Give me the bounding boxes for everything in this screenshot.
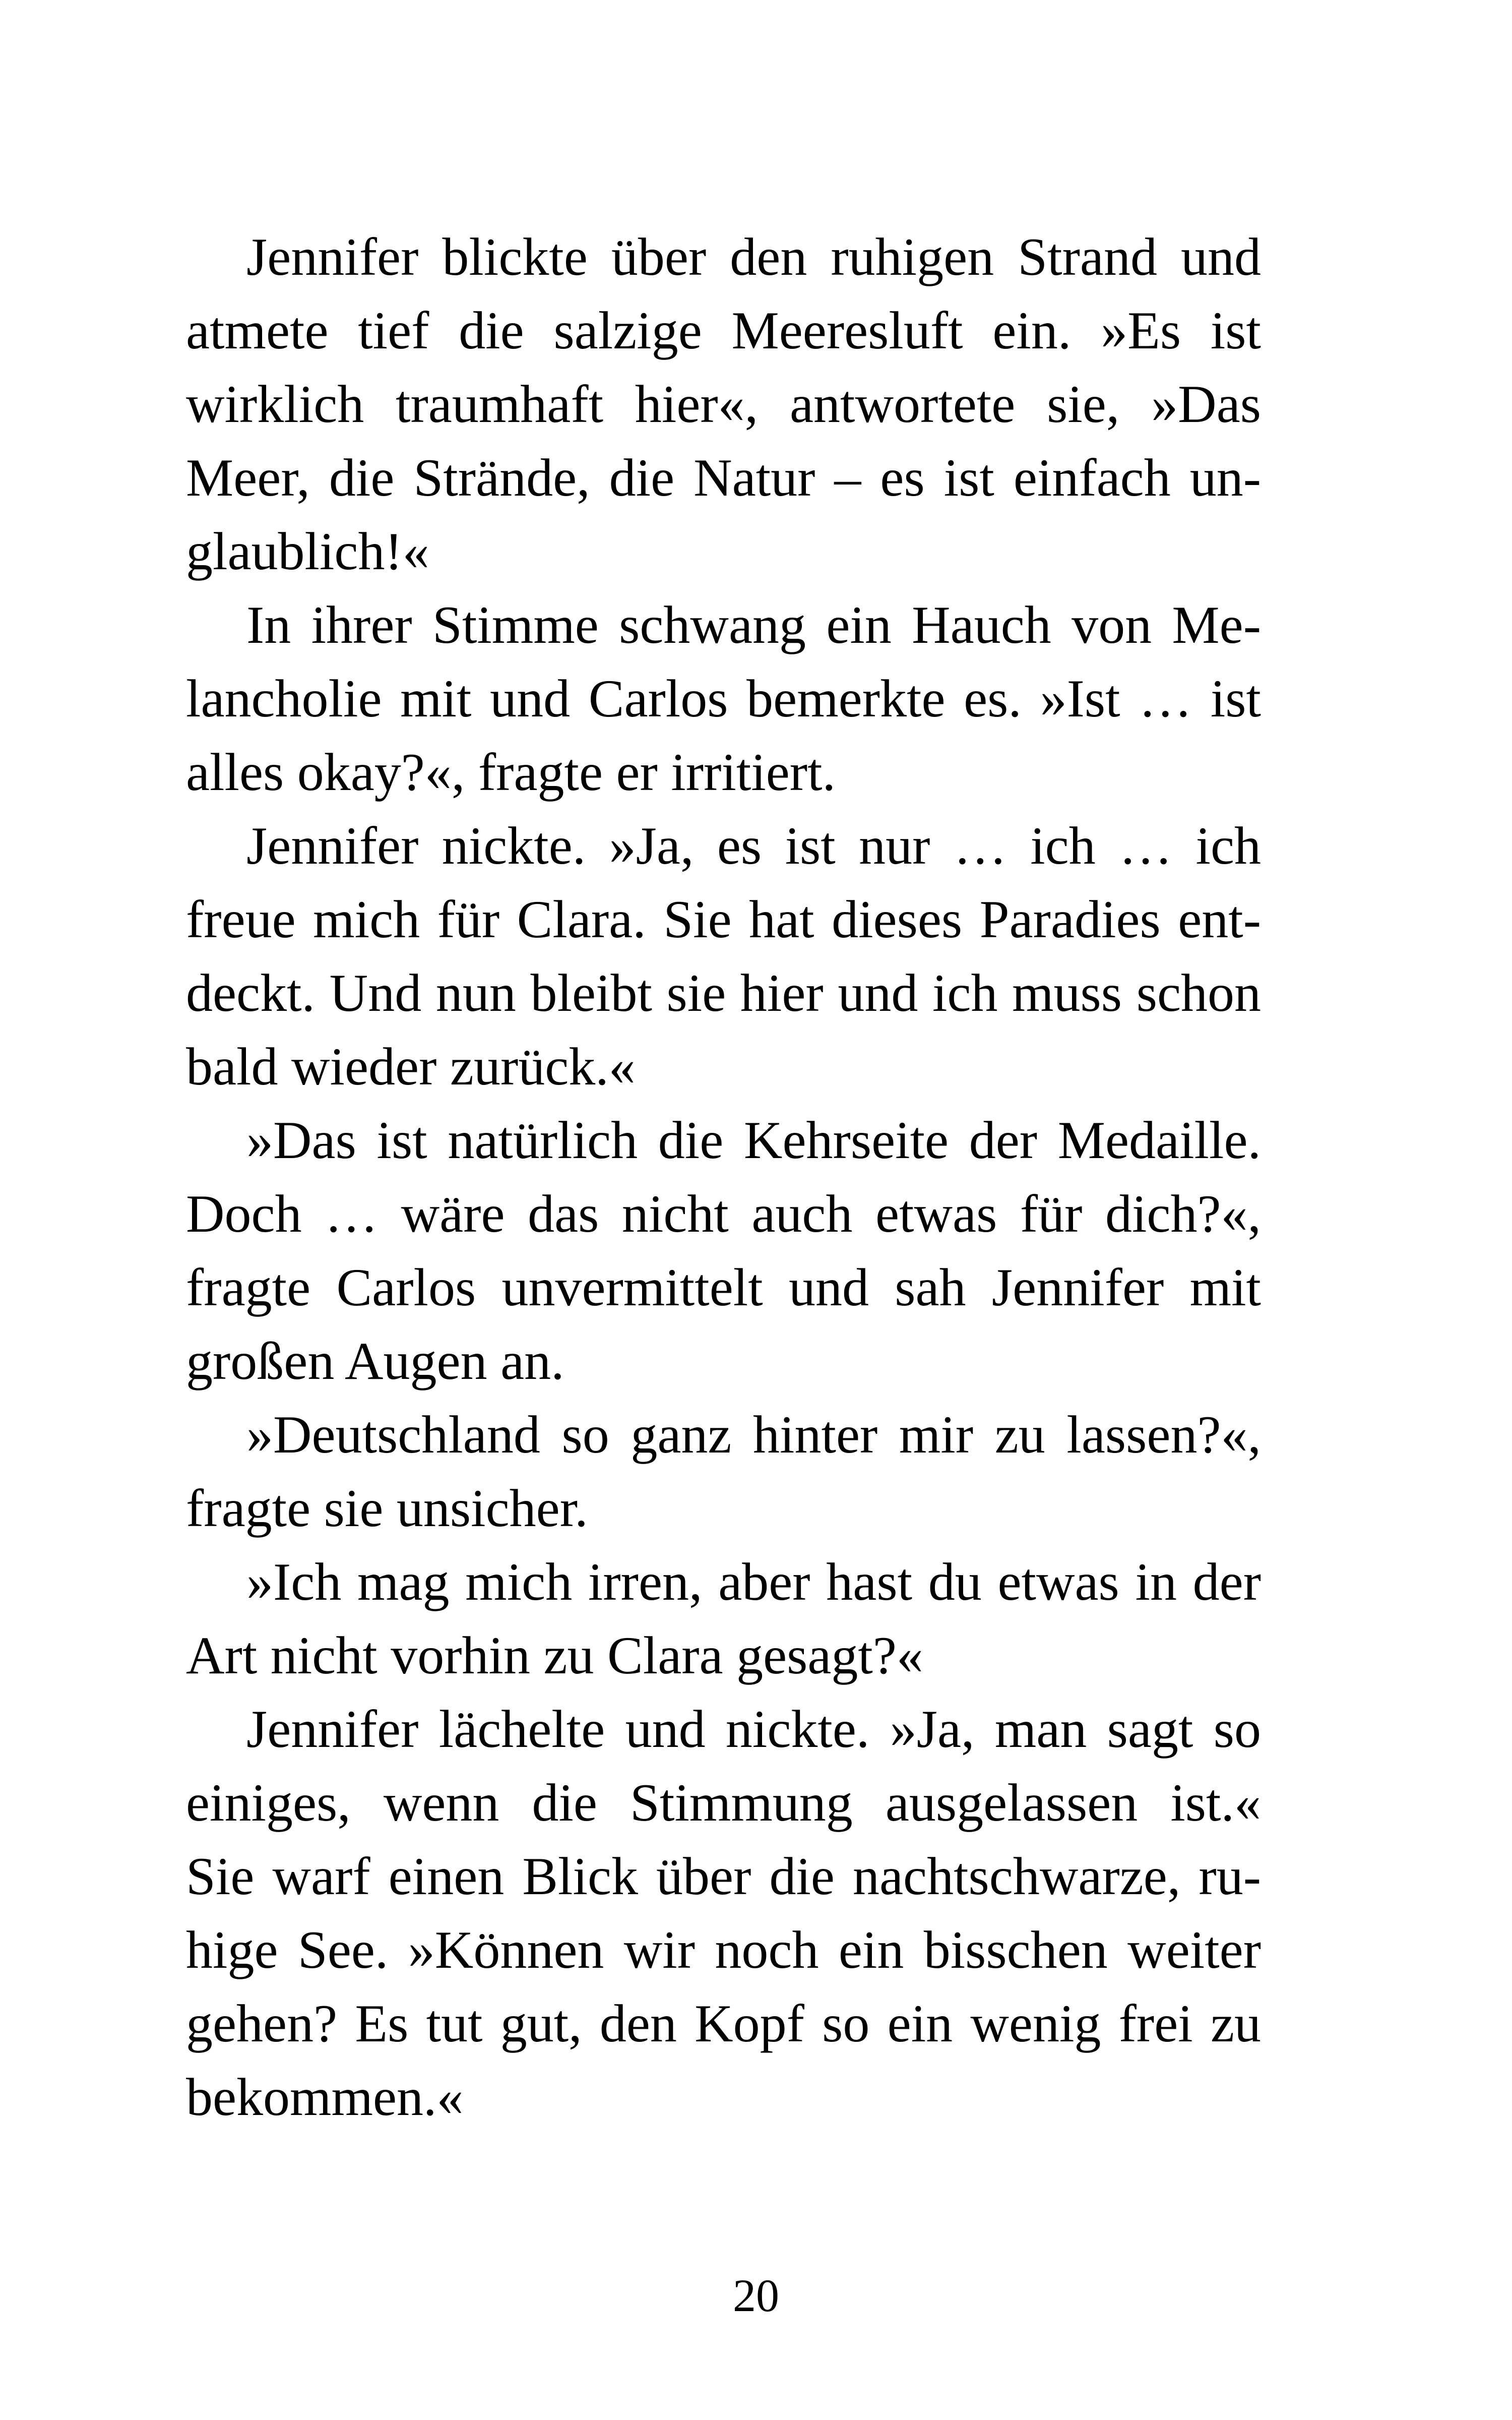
body-text (186, 220, 1261, 2134)
text-line: Jennifer lächelte und nickte. »Ja, man sagt so (246, 1700, 1261, 1759)
text-line: hige See. »Können wir noch ein bisschen weiter (186, 1920, 1261, 1979)
text-line: atmete tief die salzige Meeresluft ein. »Es ist (186, 301, 1261, 360)
text-line: Art nicht vorhin zu Clara gesagt?« (186, 1626, 923, 1685)
text-line: deckt. Und nun bleibt sie hier und ich muss schon (186, 963, 1261, 1022)
text-line: Jennifer nickte. »Ja, es ist nur … ich … ich (246, 816, 1261, 875)
text-line: Meer, die Strände, die Natur – es ist einfach un- (186, 448, 1261, 507)
text-line: fragte Carlos unvermittelt und sah Jennifer mit (186, 1258, 1261, 1317)
text-line: alles okay?«, fragte er irritiert. (186, 743, 836, 802)
text-line: Jennifer blickte über den ruhigen Strand und (246, 227, 1261, 286)
text-line: Sie warf einen Blick über die nachtschwarze, ru- (186, 1847, 1261, 1906)
text-line: bekommen.« (186, 2068, 464, 2127)
text-line: In ihrer Stimme schwang ein Hauch von Me- (246, 595, 1261, 654)
text-line: »Das ist natürlich die Kehrseite der Medaille. (246, 1111, 1261, 1170)
text-line: »Deutschland so ganz hinter mir zu lassen?«, (246, 1405, 1261, 1464)
text-line: fragte sie unsicher. (186, 1479, 588, 1538)
text-line: Doch … wäre das nicht auch etwas für dich?«, (186, 1184, 1261, 1243)
text-line: glaublich!« (186, 522, 429, 581)
text-line: einiges, wenn die Stimmung ausgelassen ist.« (186, 1773, 1261, 1832)
text-line: wirklich traumhaft hier«, antwortete sie, »Das (186, 375, 1261, 434)
text-line: bald wieder zurück.« (186, 1037, 636, 1096)
text-line: großen Augen an. (186, 1332, 564, 1390)
text-line: »Ich mag mich irren, aber hast du etwas in der (246, 1552, 1261, 1611)
page-number: 20 (733, 2270, 779, 2321)
text-line: lancholie mit und Carlos bemerkte es. »Ist … ist (186, 669, 1261, 728)
text-line: gehen? Es tut gut, den Kopf so ein wenig frei zu (186, 1994, 1261, 2053)
text-line: freue mich für Clara. Sie hat dieses Paradies ent- (186, 890, 1261, 949)
